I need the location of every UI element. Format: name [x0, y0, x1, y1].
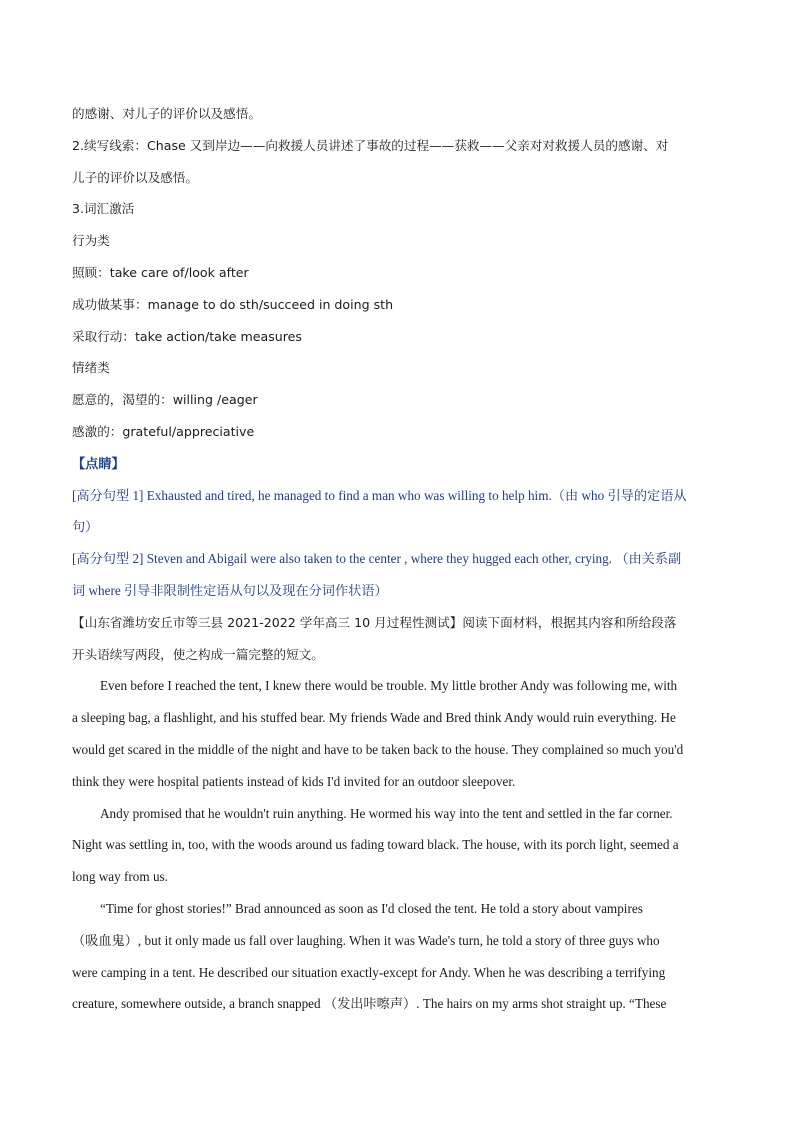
- text-line: 句）: [72, 519, 99, 535]
- text-line: Andy promised that he wouldn't ruin anything. He wormed his way into the tent and settled in the far corner.: [100, 805, 673, 821]
- text-line: 开头语续写两段，使之构成一篇完整的短文。: [72, 646, 324, 662]
- text-line: 采取行动：take action/take measures: [72, 328, 302, 344]
- text-line: 情绪类: [72, 360, 110, 376]
- text-line: 感激的：grateful/appreciative: [72, 423, 255, 439]
- text-line: 愿意的，渴望的：willing /eager: [72, 392, 258, 408]
- text-line: “Time for ghost stories!” Brad announced as soon as I'd closed the tent. He told a story about vampires: [100, 900, 643, 916]
- text-line: 【山东省潍坊安丘市等三县 2021-2022 学年高三 10 月过程性测试】阅读下面材料，根据其内容和所给段落: [72, 614, 677, 630]
- text-line: [高分句型 2] Steven and Abigail were also taken to the center , where they hugged each other, crying. （由关系副: [72, 551, 682, 567]
- text-line: 【点睛】: [72, 455, 125, 471]
- text-line: 照顾：take care of/look after: [72, 264, 249, 280]
- text-line: （吸血鬼）, but it only made us fall over laughing. When it was Wade's turn, he told a story of three guys who: [72, 932, 660, 948]
- text-line: 词 where 引导非限制性定语从句以及现在分词作状语）: [72, 582, 388, 598]
- text-line: a sleeping bag, a flashlight, and his stuffed bear. My friends Wade and Bred think Andy would ruin everything. He: [72, 710, 676, 726]
- text-line: 儿子的评价以及感悟。: [72, 169, 198, 185]
- text-line: think they were hospital patients instead of kids I'd invited for an outdoor sleepover.: [72, 773, 516, 789]
- text-line: would get scared in the middle of the night and have to be taken back to the house. They complained so much you'd: [72, 741, 684, 757]
- text-line: 2.续写线索：Chase 又到岸边——向救援人员讲述了事故的过程——获救——父亲对对救援人员的感谢、对: [72, 137, 669, 153]
- document-body: [72, 98, 724, 1020]
- text-line: Even before I reached the tent, I knew there would be trouble. My little brother Andy was following me, with: [100, 678, 678, 694]
- text-line: were camping in a tent. He described our situation exactly-except for Andy. When he was describing a terrifying: [72, 964, 666, 980]
- text-line: Night was settling in, too, with the woods around us fading toward black. The house, with its porch light, seemed a: [72, 837, 679, 853]
- text-line: 行为类: [72, 233, 110, 249]
- text-line: long way from us.: [72, 869, 168, 885]
- text-line: 的感谢、对儿子的评价以及感悟。: [72, 106, 261, 121]
- text-line: [高分句型 1] Exhausted and tired, he managed to find a man who was willing to help him.（由 who 引导的定语从: [72, 487, 687, 503]
- text-line: 成功做某事：manage to do sth/succeed in doing sth: [72, 296, 394, 312]
- text-line: 3.词汇激活: [72, 201, 135, 217]
- text-line: creature, somewhere outside, a branch snapped （发出咔嚓声）. The hairs on my arms shot straight up. “These: [72, 996, 667, 1012]
